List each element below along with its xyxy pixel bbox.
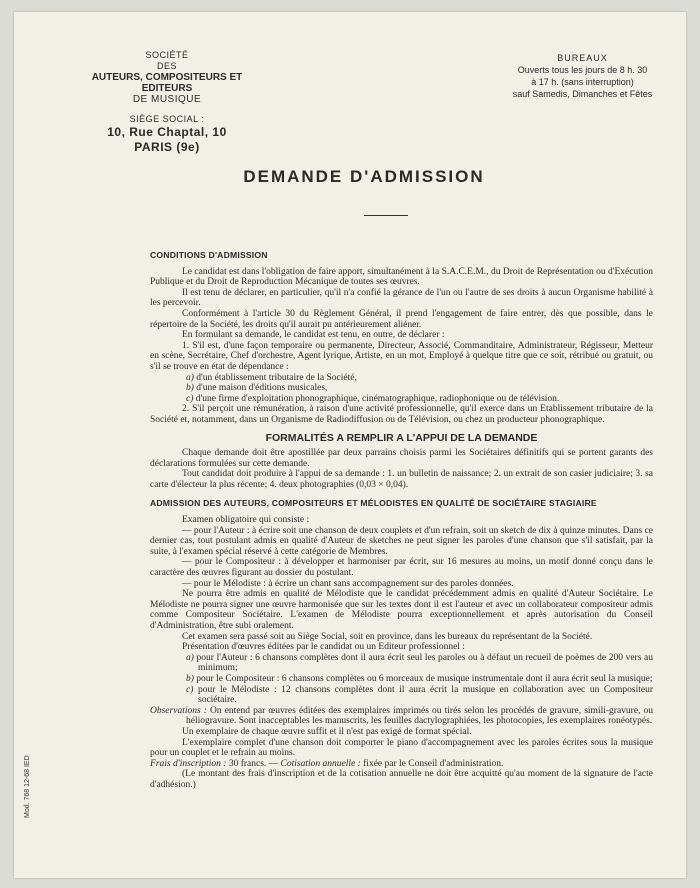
paragraph: Il est tenu de déclarer, en particulier, qu'il n'a confié la gérance de l'un ou l'autre de ses droits à aucun Organisme habilité à les percevoir. [150, 287, 653, 309]
list-text: d'un établissement tributaire de la Société, [196, 372, 357, 383]
office-title: BUREAUX [557, 53, 608, 63]
paragraph: 2. S'il perçoit une rémunération, à raison d'une activité professionnelle, qu'il exerce dans un Etablissement tributaire de la Société et, notamment, dans un Organisme de Radiodiffusion ou de Télévision, ou chez un producteur phonographique. [150, 404, 653, 425]
org-line-4: DE MUSIQUE [132, 94, 202, 105]
cotisation-value: fixée par le Conseil d'administration. [363, 758, 504, 769]
office-line-1: Ouverts tous les jours de 8 h. 30 [517, 65, 648, 75]
paragraph: — pour le Mélodiste : à écrire un chant sans accompagnement sur des paroles données. [182, 578, 514, 589]
list-item [150, 685, 653, 706]
office-line-2: à 17 h. (sans interruption) [531, 77, 634, 87]
paragraph: L'exemplaire complet d'une chanson doit comporter le piano d'accompagnement avec les paroles écrites sous la musique pour un couplet et le refrain au moins. [150, 737, 653, 759]
paragraph: Tout candidat doit produire à l'appui de sa demande : 1. un bulletin de naissance; 2. un extrait de son casier judiciaire; 3. sa carte d'électeur la plus récente; 4. deux photographies (0,03 × 0,04). [150, 469, 653, 490]
conditions-heading: CONDITIONS D'ADMISSION [150, 250, 268, 260]
paragraph: Chaque demande doit être apostillée par deux parrains choisis parmi les Sociétaires définitifs qui se portent garants des déclarations formulées sur cette demande. [150, 448, 653, 469]
frais-value: 30 francs. — [228, 758, 279, 769]
list-text: d'une maison d'éditions musicales, [196, 383, 328, 394]
list-text: pour le Mélodiste : 12 chansons complètes dont il aura écrit la musique en collaboration avec un Compositeur sociétaire. [197, 684, 653, 706]
paragraph: Conformément à l'article 30 du Règlement Général, il prend l'engagement de faire entrer, dès que possible, dans le répertoire de la Société, les droits qu'il aurait pu antérieurement aliéner. [150, 308, 653, 330]
frais-label: Frais d'inscription : [150, 758, 227, 769]
address: 10, Rue Chaptal, 10 [107, 125, 227, 139]
list-text: pour le Compositeur : 6 chansons complètes ou 6 morceaux de musique instrumentale dont il aura écrit seul la musique; [196, 673, 653, 684]
office-hours [500, 52, 665, 100]
paragraph: Examen obligatoire qui consiste : [182, 515, 310, 526]
org-line-3: AUTEURS, COMPOSITEURS ET EDITEURS [91, 72, 243, 94]
form-reference: Mod. 768 12-68 IED [24, 755, 31, 818]
title-divider [364, 215, 408, 216]
paragraph: — pour le Compositeur : à développer et harmoniser par écrit, sur 16 mesures au moins, un motif donné conçu dans le caractère des œuvres figurant au dossier du postulant. [150, 557, 653, 579]
document-page [14, 12, 686, 878]
office-line-3: sauf Samedis, Dimanches et Fêtes [512, 89, 653, 99]
paragraph: Présentation d'œuvres éditées par le candidat ou un Editeur professionnel : [182, 642, 465, 653]
siege-label: SIÈGE SOCIAL : [129, 114, 205, 124]
list-letter: c) [186, 393, 194, 404]
list-item [150, 394, 653, 405]
paragraph: Le candidat est dans l'obligation de faire apport, simultanément à la S.A.C.E.M., du Droit de Représentation ou d'Exécution Publique et du Droit de Reproduction Mécanique de toutes ses œuvres. [150, 266, 653, 288]
formalites-heading: FORMALITÉS A REMPLIR A L'APPUI DE LA DEMANDE [265, 431, 538, 444]
observations-text: On entend par œuvres éditées des exemplaires imprimés ou tirés selon les procédés de gravure, simili-gravure, ou héliogravure. Sont inacceptables les manuscrits, les feuilles dactylographiées, les photocopies, les exemplaires ronéotypés. [186, 705, 654, 727]
paragraph: 1. S'il est, d'une façon temporaire ou permanente, Directeur, Associé, Commanditaire, Administrateur, Régisseur, Metteur en scène, Secrétaire, Chef d'orchestre, Agent lyrique, Artiste, en un mot, Employé à quelque titre que ce soit, rétribué ou gratuit, ou s'il se trouve en état de dépendance : [150, 340, 653, 372]
list-item [150, 373, 653, 384]
document-body [150, 246, 653, 791]
list-letter: a) [186, 652, 194, 663]
list-letter: c) [186, 684, 194, 695]
list-letter: b) [186, 673, 194, 684]
city: PARIS (9e) [134, 140, 200, 154]
list-text: pour l'Auteur : 6 chansons complètes dont il aura écrit seul les paroles ou à défaut un recueil de poèmes de 200 vers au minimum; [196, 652, 653, 674]
page-title: DEMANDE D'ADMISSION [243, 167, 485, 186]
paragraph: — pour l'Auteur : à écrire soit une chanson de deux couplets et d'un refrain, soit un sketch de dix à quinze minutes. Dans ce dernier cas, tout postulant admis en qualité d'Auteur de sketches ne peut signer les paroles d'une chanson que s'il satisfait, par la suite, à l'examen spécial réservé à cette catégorie de Membres. [150, 525, 653, 557]
list-letter: a) [186, 372, 194, 383]
admission-heading: ADMISSION DES AUTEURS, COMPOSITEURS ET MÉLODISTES EN QUALITÉ DE SOCIÉTAIRE STAGIAIRE [150, 498, 597, 509]
list-letter: b) [186, 383, 194, 394]
paragraph: En formulant sa demande, le candidat est tenu, en outre, de déclarer : [182, 330, 445, 341]
observations-label: Observations : [150, 705, 207, 716]
list-item [150, 653, 653, 674]
final-note: (Le montant des frais d'inscription et de la cotisation annuelle ne doit être acquitté qu'au moment de la signature de l'acte d'adhésion.) [150, 769, 653, 790]
list-item [150, 674, 653, 685]
list-text: d'une firme d'exploitation phonographique, cinématographique, radiophonique ou de télévision. [195, 393, 560, 404]
fees-line [150, 759, 653, 770]
paragraph: Cet examen sera passé soit au Siège Social, soit en province, dans les bureaux du représentant de la Société. [182, 631, 593, 642]
paragraph: Ne pourra être admis en qualité de Mélodiste que le candidat précédemment admis en qualité d'Auteur Sociétaire. Le Mélodiste ne pourra signer une œuvre harmonisée que sur les textes dont il est l'auteur et avec un collaborateur compositeur admis comme Compositeur Sociétaire. L'examen de Mélodiste pourra exceptionnellement et après autorisation du Conseil d'Administration, être subi oralement. [150, 589, 653, 631]
society-header [72, 50, 262, 155]
cotisation-label: Cotisation annuelle : [280, 758, 361, 769]
org-line-2: DES [156, 61, 177, 71]
paragraph: Un exemplaire de chaque œuvre suffit et il n'est pas exigé de format spécial. [182, 726, 472, 737]
observations [150, 706, 653, 727]
list-item [150, 383, 653, 394]
org-line-1: SOCIÉTÉ [145, 50, 189, 60]
